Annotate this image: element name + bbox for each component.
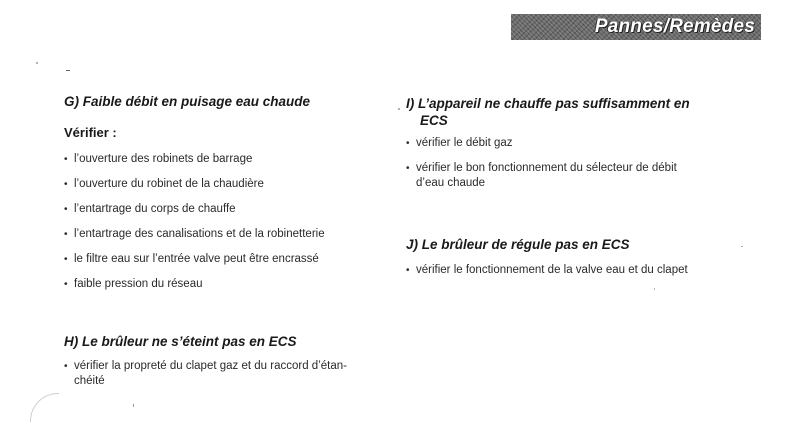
list-item-line: d’eau chaude <box>416 177 486 189</box>
list-item: • vérifier le débit gaz <box>406 136 746 151</box>
section-j-list <box>406 263 746 278</box>
list-item-line: vérifier le bon fonctionnement du sélecteur de débit <box>416 162 677 174</box>
section-i-title-line: I) L’appareil ne chauffe pas suffisamment en <box>406 96 690 111</box>
list-item-line: chéité <box>74 375 105 387</box>
scan-speck <box>741 246 743 247</box>
list-item: • l’ouverture du robinet de la chaudière <box>64 177 384 192</box>
section-i-list <box>406 136 746 191</box>
section-i-title <box>406 95 736 129</box>
list-item: • l’entartrage des canalisations et de la robinetterie <box>64 227 384 242</box>
list-item-line: vérifier la propreté du clapet gaz et du raccord d’étan- <box>74 360 347 372</box>
list-item <box>406 161 746 191</box>
list-item: • le filtre eau sur l’entrée valve peut être encrassé <box>64 252 384 267</box>
section-h-list <box>64 359 394 389</box>
section-g-title: G) Faible débit en puisage eau chaude <box>64 94 311 109</box>
list-item: • faible pression du réseau <box>64 277 384 292</box>
list-item: • vérifier le fonctionnement de la valve eau et du clapet <box>406 263 746 278</box>
list-item: • l’entartrage du corps de chauffe <box>64 202 384 217</box>
scan-speck <box>654 288 655 290</box>
section-banner <box>511 14 761 40</box>
scan-speck <box>398 108 400 110</box>
section-g-subheading: Vérifier : <box>64 125 117 140</box>
section-h-title: H) Le brûleur ne s’éteint pas en ECS <box>64 334 297 349</box>
scan-speck <box>36 62 38 64</box>
list-item: • l’ouverture des robinets de barrage <box>64 152 384 167</box>
scan-speck <box>66 70 70 71</box>
scan-speck <box>133 404 134 407</box>
section-i-title-line: ECS <box>420 113 448 128</box>
section-g-list <box>64 152 384 292</box>
section-j-title: J) Le brûleur de régule pas en ECS <box>406 237 630 252</box>
banner-title: Pannes/Remèdes <box>594 16 755 37</box>
list-item <box>64 359 394 389</box>
